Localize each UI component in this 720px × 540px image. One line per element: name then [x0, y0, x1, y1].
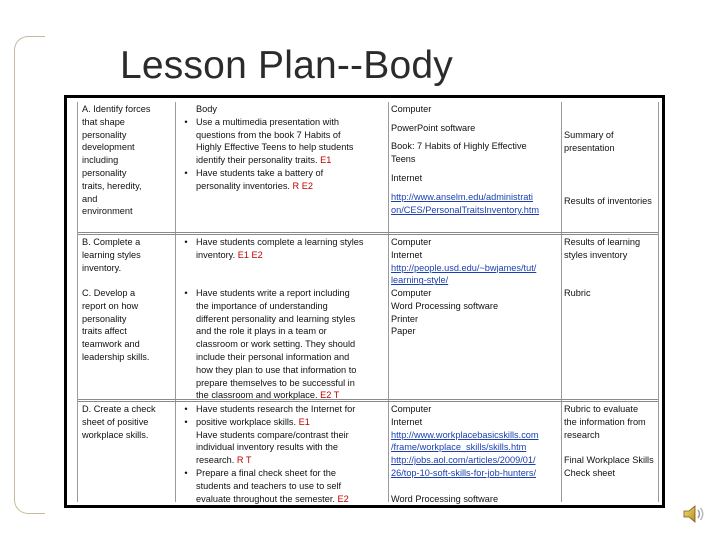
standard-code: E1 [298, 416, 310, 427]
assessment-item: Results of inventories [564, 196, 652, 206]
standard-code: R E2 [292, 180, 313, 191]
standard-code: R T [236, 455, 252, 466]
assessment-item: Check sheet [564, 468, 616, 478]
objective-line: sheet of positive [82, 416, 149, 427]
objective-line: leadership skills. [82, 351, 150, 362]
activity-line [196, 429, 388, 442]
activity-cell [196, 103, 388, 193]
activity-text: research. [196, 455, 237, 466]
standard-code: E2 T [320, 390, 340, 401]
objective-line: including [82, 155, 119, 166]
lesson-plan-table-frame [64, 95, 665, 508]
activity-text: and the role it plays in a team or [196, 326, 327, 337]
activity-line [196, 236, 388, 249]
activity-text: evaluate throughout the semester. [196, 493, 338, 504]
activity-text: classroom or work setting. They should [196, 339, 356, 350]
resource-item: Internet [391, 249, 423, 260]
activity-line [196, 377, 388, 390]
objective-line: teamwork and [82, 339, 140, 350]
activity-line [196, 338, 388, 351]
objective-line: learning styles [82, 249, 141, 260]
standard-code: E1 E2 [237, 249, 263, 260]
standard-code: E2 [337, 493, 349, 504]
activity-text: include their personal information and [196, 351, 350, 362]
assessment-item: presentation [564, 143, 615, 153]
activity-line [196, 416, 388, 429]
resource-link[interactable]: /frame/workplace_skills/skills.htm [391, 442, 527, 453]
assessment-item: Rubric [564, 288, 591, 298]
column-divider [388, 102, 389, 502]
activity-text: Have students write a report including [196, 288, 350, 298]
activity-line [196, 116, 388, 129]
activity-line [196, 249, 388, 262]
standard-code: E1 [320, 155, 332, 166]
activity-text: Prepare a final check sheet for the [196, 467, 336, 478]
objective-line: environment [82, 206, 133, 217]
activity-text: questions from the book 7 Habits of [196, 129, 341, 140]
assessment-item: styles inventory [564, 249, 628, 260]
activity-text: Highly Effective Teens to help students [196, 142, 354, 153]
activity-line [196, 351, 388, 364]
objective-line: D. Create a check [82, 404, 156, 414]
resource-item: Internet [391, 173, 423, 183]
resource-item: Computer [391, 404, 432, 414]
resource-link[interactable]: on/CES/PersonalTraitsInventory.htm [391, 205, 540, 215]
objective-line: and [82, 193, 98, 204]
activity-line [196, 364, 388, 377]
bullet-glyph: • [184, 237, 188, 247]
page-title: Lesson Plan--Body [120, 44, 453, 87]
activity-line [196, 441, 388, 454]
activity-text: Have students research the Internet for [196, 404, 356, 414]
activity-cell [196, 236, 388, 262]
resource-item: Paper [391, 326, 416, 337]
resource-link[interactable]: http://jobs.aol.com/articles/2009/01/ [391, 455, 536, 466]
resource-link[interactable]: http://people.usd.edu/~bwjames/tut/ [391, 262, 537, 273]
activity-cell [196, 403, 388, 505]
bullet-glyph: • [184, 168, 188, 178]
activity-text: individual inventory results with the [196, 442, 338, 453]
activity-line [196, 313, 388, 326]
activity-text: Have students compare/contrast their [196, 429, 349, 440]
activity-text: different personality and learning styles [196, 313, 356, 324]
objective-line: personality [82, 167, 127, 178]
activity-text: inventory. [196, 249, 238, 260]
objective-line: B. Complete a [82, 237, 141, 247]
activity-line [196, 493, 388, 506]
resource-item: PowerPoint software [391, 123, 476, 133]
resource-link[interactable]: http://www.workplacebasicskills.com [391, 429, 539, 440]
objective-line: A. Identify forces [82, 104, 151, 114]
assessment-item: Rubric to evaluate [564, 404, 639, 414]
activity-line [196, 180, 388, 193]
activity-cell [196, 287, 388, 402]
resource-item: Word Processing software [391, 300, 499, 311]
activity-line [196, 389, 388, 402]
objective-cell [82, 287, 176, 364]
resource-item: Printer [391, 313, 419, 324]
assessment-item: Results of learning [564, 237, 641, 247]
activity-text: students and teachers to use to self [196, 480, 342, 491]
bullet-glyph: • [184, 116, 188, 127]
objective-line: workplace skills. [82, 429, 149, 440]
activity-text: Have students take a battery of [196, 167, 324, 178]
activity-text: Have students complete a learning styles [196, 237, 364, 247]
resource-item: Book: 7 Habits of Highly Effective [391, 141, 527, 151]
activity-line [196, 480, 388, 493]
activity-line [196, 467, 388, 480]
resource-link[interactable]: http://www.anselm.edu/administrati [391, 192, 533, 202]
column-divider [561, 102, 562, 502]
objective-cell [82, 403, 176, 441]
assessment-item: Final Workplace Skills [564, 455, 654, 466]
resource-link[interactable]: 26/top-10-soft-skills-for-job-hunters/ [391, 468, 537, 478]
resource-item: Word Processing software [391, 493, 499, 504]
objective-line: traits affect [82, 326, 127, 337]
assessment-item: the information from [564, 416, 646, 427]
activity-text: personality inventories. [196, 180, 293, 191]
activity-line [196, 167, 388, 180]
lesson-plan-table [77, 102, 659, 502]
activity-line [196, 129, 388, 142]
activity-text: Body [196, 104, 217, 114]
activity-line [196, 403, 388, 416]
row-divider [78, 232, 658, 235]
assessment-item: research [564, 429, 600, 440]
activity-text: positive workplace skills. [196, 416, 299, 427]
resource-item: Computer [391, 104, 432, 114]
resource-link[interactable]: learning-style/ [391, 275, 449, 286]
speaker-icon[interactable] [682, 503, 706, 525]
objective-line: inventory. [82, 262, 122, 273]
objective-line: that shape [82, 116, 125, 127]
bullet-glyph: • [184, 404, 188, 414]
resource-item: Teens [391, 154, 416, 164]
activity-line [196, 454, 388, 467]
bullet-glyph: • [184, 288, 188, 298]
activity-line [196, 300, 388, 313]
activity-text: prepare themselves to be successful in [196, 377, 355, 388]
objective-cell [82, 103, 176, 218]
objective-line: development [82, 142, 135, 153]
resource-item: Computer [391, 288, 432, 298]
resource-item: Computer [391, 237, 432, 247]
activity-line [196, 154, 388, 167]
resource-item: Internet [391, 416, 423, 427]
activity-text: the importance of understanding [196, 300, 328, 311]
activity-line [196, 287, 388, 300]
assessment-item: Summary of [564, 130, 614, 140]
activity-line [196, 103, 388, 116]
objective-line: personality [82, 129, 127, 140]
slide-bracket-decoration [14, 36, 45, 514]
activity-text: Use a multimedia presentation with [196, 116, 339, 127]
activity-text: the classroom and workplace. [196, 390, 321, 401]
bullet-glyph: • [184, 416, 188, 427]
objective-line: personality [82, 313, 127, 324]
bullet-glyph: • [184, 468, 188, 478]
objective-cell [82, 236, 176, 274]
objective-line: C. Develop a [82, 288, 136, 298]
activity-line [196, 141, 388, 154]
activity-text: how they plan to use that information to [196, 364, 357, 375]
activity-text: identify their personality traits. [196, 155, 321, 166]
objective-line: report on how [82, 300, 139, 311]
objective-line: traits, heredity, [82, 180, 142, 191]
activity-line [196, 325, 388, 338]
